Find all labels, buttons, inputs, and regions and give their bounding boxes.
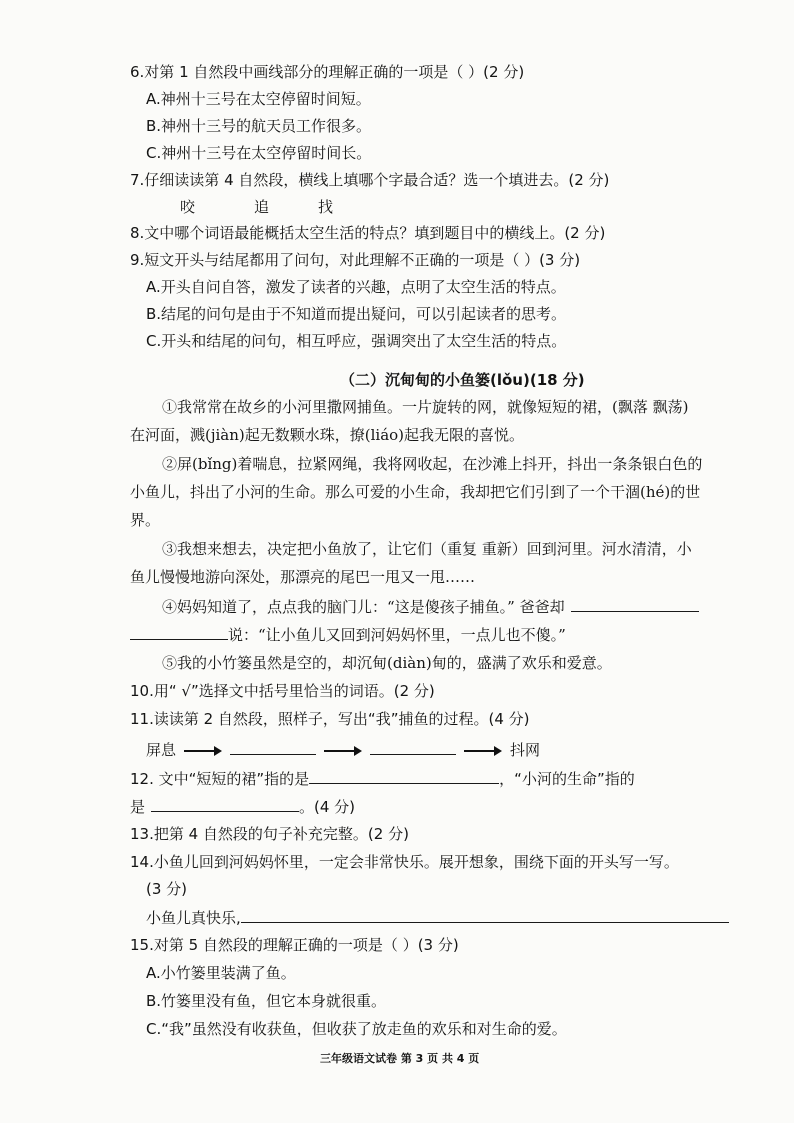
passage-p2-line2: 小鱼儿，抖出了小河的生命。那么可爱的小生命，我却把它们引到了一个干涸(hé)的世 <box>130 483 701 501</box>
q15-option-b: B.竹篓里没有鱼，但它本身就很重。 <box>146 992 387 1010</box>
passage-p4-text: ④妈妈知道了，点点我的脑门儿：“这是傻孩子捕鱼。” 爸爸却 <box>162 598 565 616</box>
q6-option-b: B.神州十三号的航天员工作很多。 <box>146 117 372 135</box>
q12-text-d: 。(4 分) <box>299 798 356 816</box>
q6-option-a: A.神州十三号在太空停留时间短。 <box>146 90 371 108</box>
q12-blank-2[interactable] <box>151 795 299 812</box>
q14-stem: 14.小鱼儿回到河妈妈怀里，一定会非常快乐。展开想象，围绕下面的开头写一写。 <box>130 853 679 871</box>
q6-stem: 6.对第 1 自然段中画线部分的理解正确的一项是（ ）(2 分) <box>130 63 525 81</box>
passage-p4-line2 <box>130 623 566 645</box>
q14-score: (3 分) <box>146 880 188 898</box>
q12-blank-1[interactable] <box>309 767 499 784</box>
passage-p4-line1 <box>162 595 699 617</box>
q10-stem: 10.用“ √”选择文中括号里恰当的词语。(2 分) <box>130 682 435 700</box>
passage-p3-line2: 鱼儿慢慢地游向深处，那漂亮的尾巴一甩又一甩…… <box>130 568 476 586</box>
passage-p4-text-2: 说：“让小鱼儿又回到河妈妈怀里，一点儿也不傻。” <box>228 626 566 644</box>
q12-text-a: 12. 文中“短短的裙”指的是 <box>130 770 310 788</box>
q15-stem: 15.对第 5 自然段的理解正确的一项是（ ）(3 分) <box>130 936 459 954</box>
q12-line1 <box>130 767 635 789</box>
section-title: （二）沉甸甸的小鱼篓(lǒu)(18 分) <box>340 371 585 389</box>
passage-p2-line3: 界。 <box>130 511 161 529</box>
q14-start: 小鱼儿真快乐, <box>146 909 241 927</box>
passage-p2-line1: ②屏(bǐng)着喘息，拉紧网绳，我将网收起，在沙滩上抖开，抖出一条条银白色的 <box>162 455 703 473</box>
q7-option-2: 追 <box>254 198 270 216</box>
q9-option-b: B.结尾的问句是由于不知道而提出疑问，可以引起读者的思考。 <box>146 305 567 323</box>
page-footer: 三年级语文试卷 第 3 页 共 4 页 <box>320 1052 480 1065</box>
q14-answer-line <box>146 906 729 928</box>
q15-option-a: A.小竹篓里装满了鱼。 <box>146 964 296 982</box>
q9-stem: 9.短文开头与结尾都用了问句，对此理解不正确的一项是（ ）(3 分) <box>130 251 581 269</box>
passage-p3-line1: ③我想来想去，决定把小鱼放了，让它们（重复 重新）回到河里。河水清清，小 <box>162 540 692 558</box>
passage-p1-line2: 在河面，溅(jiàn)起无数颗水珠，撩(liáo)起我无限的喜悦。 <box>130 426 525 444</box>
q11-start: 屏息 <box>146 741 177 759</box>
q7-option-3: 找 <box>318 198 334 216</box>
q11-blank-2[interactable] <box>370 738 456 755</box>
arrow-icon <box>184 746 222 756</box>
passage-p4-blank-2[interactable] <box>130 623 228 640</box>
q11-end: 抖网 <box>510 741 541 759</box>
arrow-icon <box>324 746 362 756</box>
passage-p5: ⑤我的小竹篓虽然是空的，却沉甸(diàn)甸的，盛满了欢乐和爱意。 <box>162 654 612 672</box>
q15-option-c: C.“我”虽然没有收获鱼，但收获了放走鱼的欢乐和对生命的爱。 <box>146 1020 567 1038</box>
q12-text-c: 是 <box>130 798 146 816</box>
q11-stem: 11.读读第 2 自然段，照样子，写出“我”捕鱼的过程。(4 分) <box>130 710 530 728</box>
q14-blank[interactable] <box>241 906 729 923</box>
q11-process <box>146 738 540 760</box>
q9-option-a: A.开头自问自答，激发了读者的兴趣，点明了太空生活的特点。 <box>146 278 566 296</box>
q7-option-1: 咬 <box>180 198 196 216</box>
q9-option-c: C.开头和结尾的问句，相互呼应，强调突出了太空生活的特点。 <box>146 332 567 350</box>
passage-p4-blank-1[interactable] <box>571 595 699 612</box>
q6-option-c: C.神州十三号在太空停留时间长。 <box>146 144 372 162</box>
q12-text-b: ，“小河的生命”指的 <box>499 770 635 788</box>
passage-p1-line1: ①我常常在故乡的小河里撒网捕鱼。一片旋转的网，就像短短的裙，(飘落 飘荡) <box>162 398 689 416</box>
q7-stem: 7.仔细读读第 4 自然段，横线上填哪个字最合适？选一个填进去。(2 分) <box>130 171 610 189</box>
q8-stem: 8.文中哪个词语最能概括太空生活的特点？填到题目中的横线上。(2 分) <box>130 224 606 242</box>
q11-blank-1[interactable] <box>230 738 316 755</box>
q12-line2 <box>130 795 355 817</box>
q13-stem: 13.把第 4 自然段的句子补充完整。(2 分) <box>130 825 409 843</box>
arrow-icon <box>464 746 502 756</box>
